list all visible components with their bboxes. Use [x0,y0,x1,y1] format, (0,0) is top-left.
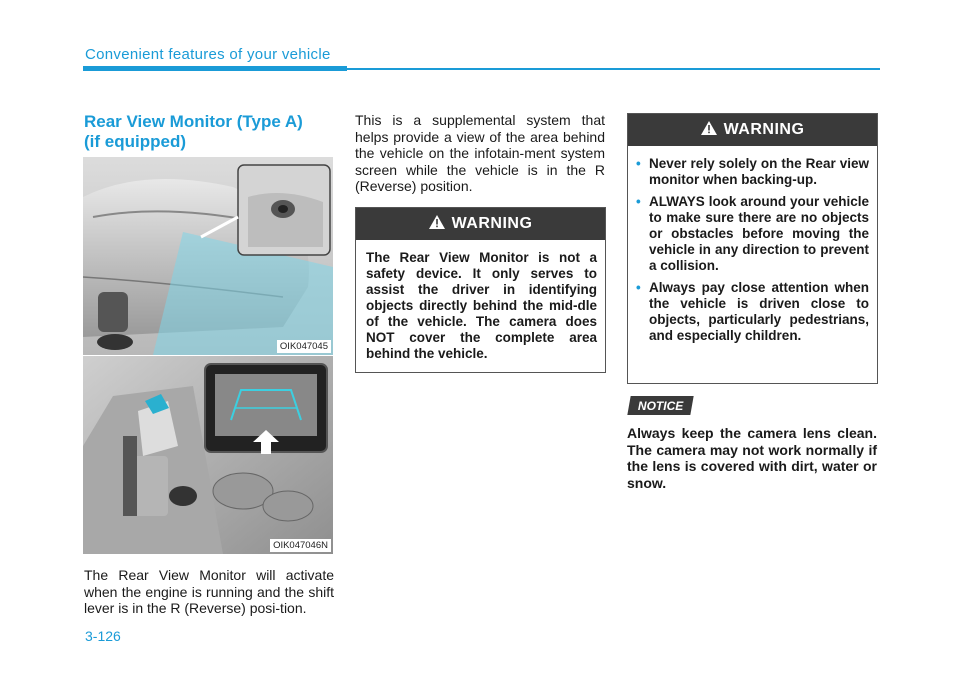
shift-lever-illustration [83,356,333,554]
warning-header [628,114,877,146]
warning-header [356,208,605,240]
figure-caption: OIK047046N [270,539,331,552]
warning-box [355,207,606,373]
section-title-line1: Rear View Monitor (Type A) [84,112,303,131]
warning-heading: WARNING [723,121,805,138]
warning-triangle-icon [701,121,717,140]
header-title: Convenient features of your vehicle [85,46,331,63]
notice-badge [627,396,693,415]
warning-triangle-icon [429,215,445,234]
list-item-text: Always pay close attention when the vehicle is driven close to objects, particularly pedestrians, and especially children. [649,280,869,343]
paragraph-supplemental: This is a supplemental system that helps provide a view of the area behind the vehicle on the infotain-ment system screen while the vehicle is in the R (Reverse) position. [355,112,605,194]
bullet-icon: • [636,156,641,171]
list-item [636,156,869,188]
notice-text: Always keep the camera lens clean. The camera may not work normally if the lens is covered with dirt, water or snow. [627,425,877,491]
list-item-text: Never rely solely on the Rear view monitor when backing-up. [649,156,869,187]
section-title [84,112,344,152]
list-item [636,194,869,274]
page-number: 3-126 [85,628,121,644]
figure-shift-lever [83,356,333,554]
section-title-line2: (if equipped) [84,132,186,151]
warning-text: The Rear View Monitor is not a safety device. It only serves to assist the driver in identifying objects directly behind the mid-dle of the vehicle. The camera does NOT cover the complete area behind the vehicle. [366,250,597,361]
paragraph-activation: The Rear View Monitor will activate when the engine is running and the shift lever is in the R (Reverse) posi-tion. [84,567,334,616]
figure-rear-camera [83,157,333,355]
list-item-text: ALWAYS look around your vehicle to make sure there are no objects or obstacles before moving the vehicle in any direction to prevent a collision. [649,194,869,273]
header-rule-thin [347,68,880,70]
warning-heading: WARNING [451,215,533,232]
bullet-icon: • [636,194,641,209]
header-rule-thick [83,66,347,71]
list-item [636,280,869,344]
bullet-icon: • [636,280,641,295]
rear-camera-illustration [83,157,333,355]
figure-caption: OIK047045 [277,340,331,353]
warning-box [627,113,878,384]
notice-badge-label: NOTICE [637,398,684,413]
warning-body [628,146,877,356]
warning-list [636,156,869,344]
